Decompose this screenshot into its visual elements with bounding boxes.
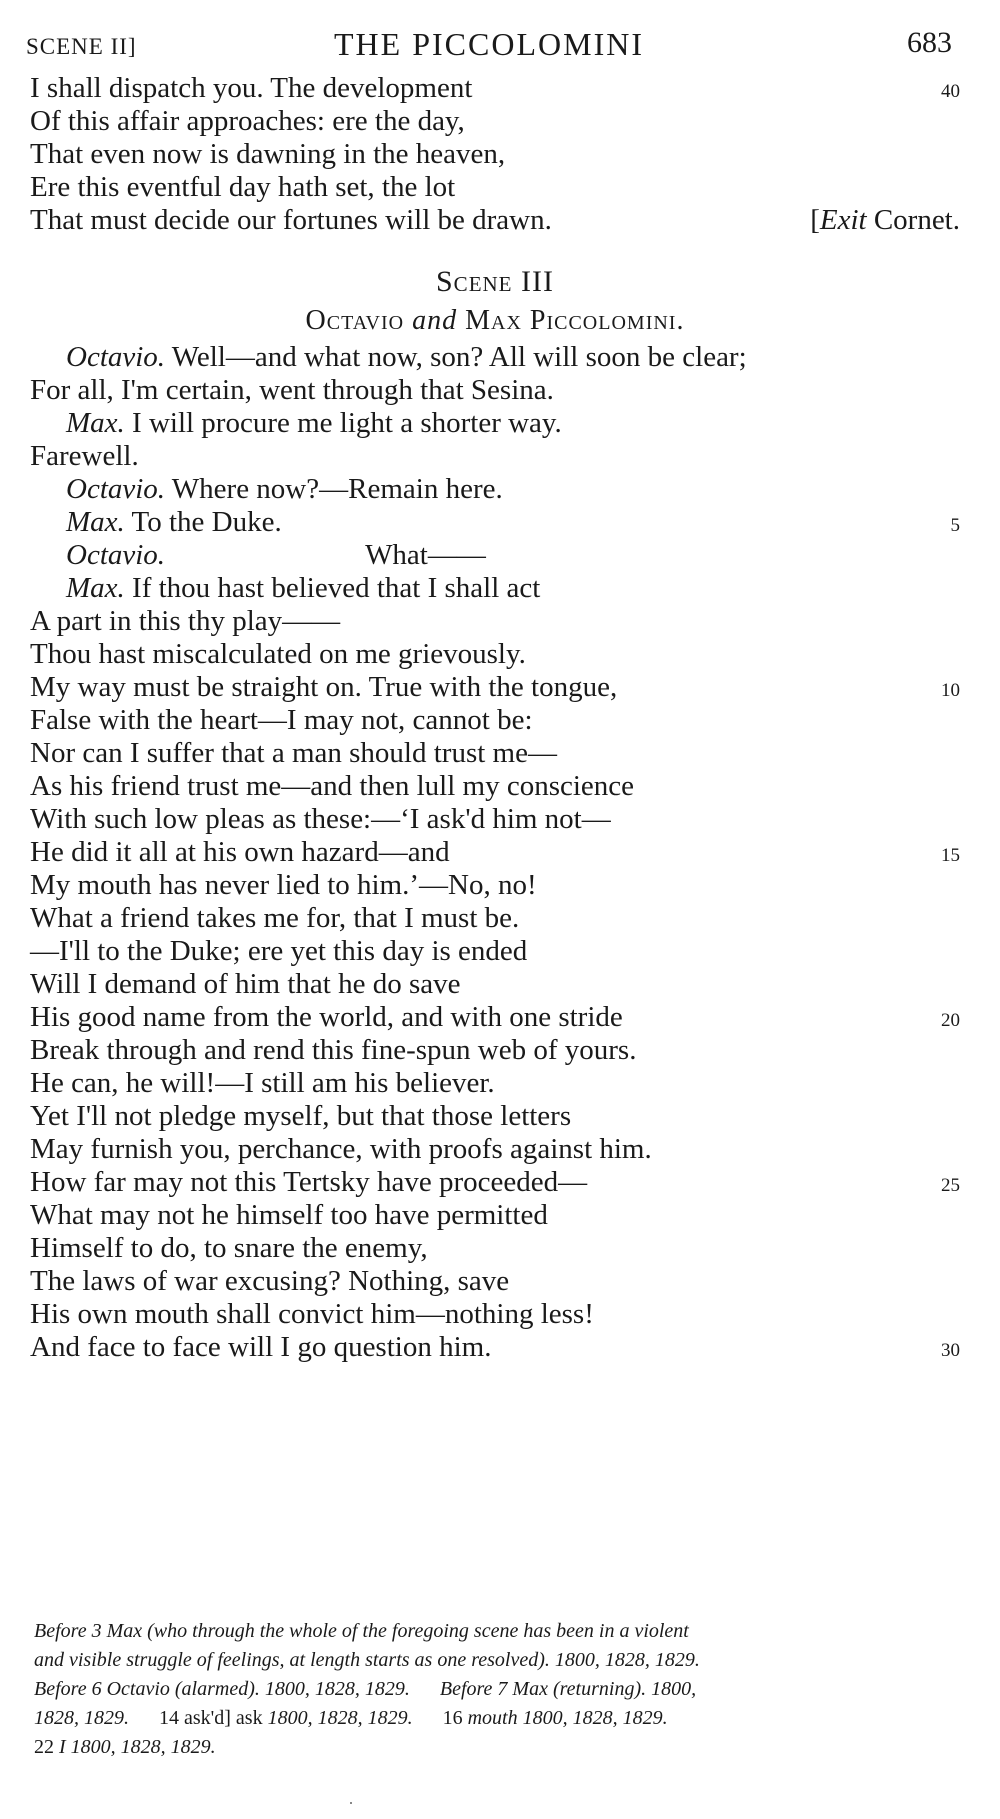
verse-line: How far may not this Tertsky have proceeded— 25 xyxy=(30,1166,960,1199)
scene-persons: Octavio and Max Piccolomini. xyxy=(305,305,685,336)
verse-line: He can, he will!—I still am his believer. xyxy=(30,1067,495,1099)
verse-line: He did it all at his own hazard—and 15 xyxy=(30,836,960,869)
page-number: 683 xyxy=(907,26,952,59)
verse-line: Ere this eventful day hath set, the lot xyxy=(30,171,456,203)
verse-block xyxy=(30,72,960,1364)
line-number: 30 xyxy=(941,1340,960,1361)
verse-line: False with the heart—I may not, cannot be: xyxy=(30,704,533,736)
verse-line: And face to face will I go question him. 30 xyxy=(30,1331,960,1364)
stage-direction-exit: [Exit Cornet. xyxy=(810,204,960,236)
speaker-name: Octavio. xyxy=(66,473,166,505)
speaker-name: Max. xyxy=(66,407,125,439)
verse-line: Will I demand of him that he do save xyxy=(30,968,461,1000)
speech-line: Octavio. Well—and what now, son? All will soon be clear; xyxy=(66,341,747,373)
verse-line: My way must be straight on. True with the tongue, 10 xyxy=(30,671,960,704)
note-line: 1828, 1829. 14 ask'd] ask 1800, 1828, 1829. 16 mouth 1800, 1828, 1829. xyxy=(34,1707,668,1729)
speech-line: Max. I will procure me light a shorter way. xyxy=(66,407,562,439)
note-line: Before 6 Octavio (alarmed). 1800, 1828, 1829. Before 7 Max (returning). 1800, xyxy=(34,1678,697,1700)
speaker-name: Max. xyxy=(66,506,125,538)
note-line: Before 3 Max (who through the whole of the foregoing scene has been in a violent xyxy=(34,1620,689,1642)
note-line: 22 I 1800, 1828, 1829. xyxy=(34,1736,216,1758)
verse-line: Himself to do, to snare the enemy, xyxy=(30,1232,428,1264)
verse-line: —I'll to the Duke; ere yet this day is ended xyxy=(30,935,528,967)
speech-line: Octavio. Where now?—Remain here. xyxy=(66,473,503,505)
scene-heading: Scene III xyxy=(436,265,554,298)
verse-line: Yet I'll not pledge myself, but that those letters xyxy=(30,1100,572,1132)
verse-line: I shall dispatch you. The development 40 xyxy=(30,72,960,105)
verse-line: My mouth has never lied to him.’—No, no! xyxy=(30,869,537,901)
line-number: 40 xyxy=(941,81,960,102)
verse-line: For all, I'm certain, went through that Sesina. xyxy=(30,374,554,406)
verse-line: Of this affair approaches: ere the day, xyxy=(30,105,465,137)
verse-line: What a friend takes me for, that I must be. xyxy=(30,902,520,934)
textual-notes xyxy=(34,1617,964,1762)
verse-line: A part in this thy play—— xyxy=(30,605,341,637)
verse-line: His good name from the world, and with one stride 20 xyxy=(30,1001,960,1034)
running-header xyxy=(26,26,952,66)
line-number: 25 xyxy=(941,1175,960,1196)
line-number: 5 xyxy=(950,515,960,536)
print-speck xyxy=(350,1802,352,1804)
speaker-name: Octavio. xyxy=(66,341,166,373)
verse-line: The laws of war excusing? Nothing, save xyxy=(30,1265,510,1297)
speaker-name: Octavio. xyxy=(66,539,166,571)
verse-line: That must decide our fortunes will be drawn. [Exit Cornet. xyxy=(30,204,960,236)
verse-line: His own mouth shall convict him—nothing less! xyxy=(30,1298,594,1330)
verse-line: Nor can I suffer that a man should trust me— xyxy=(30,737,557,769)
note-line: and visible struggle of feelings, at length starts as one resolved). 1800, 1828, 1829. xyxy=(34,1649,700,1671)
speech-line: Max. If thou hast believed that I shall act xyxy=(66,572,541,604)
verse-line: May furnish you, perchance, with proofs against him. xyxy=(30,1133,652,1165)
header-title: THE PICCOLOMINI xyxy=(334,26,644,62)
verse-line: As his friend trust me—and then lull my conscience xyxy=(30,770,635,802)
speech-line: Octavio. What—— xyxy=(66,539,486,571)
speech-line: Max. To the Duke. 5 xyxy=(30,506,960,539)
line-number: 10 xyxy=(941,680,960,701)
speaker-name: Max. xyxy=(66,572,125,604)
header-scene: SCENE II] xyxy=(26,34,137,59)
verse-line: That even now is dawning in the heaven, xyxy=(30,138,506,170)
line-number: 15 xyxy=(941,845,960,866)
verse-line: Thou hast miscalculated on me grievously. xyxy=(30,638,526,670)
verse-line: What may not he himself too have permitted xyxy=(30,1199,548,1231)
line-number: 20 xyxy=(941,1010,960,1031)
verse-line: Break through and rend this fine-spun web of yours. xyxy=(30,1034,637,1066)
verse-line: With such low pleas as these:—‘I ask'd him not— xyxy=(30,803,611,835)
verse-line: Farewell. xyxy=(30,440,139,472)
